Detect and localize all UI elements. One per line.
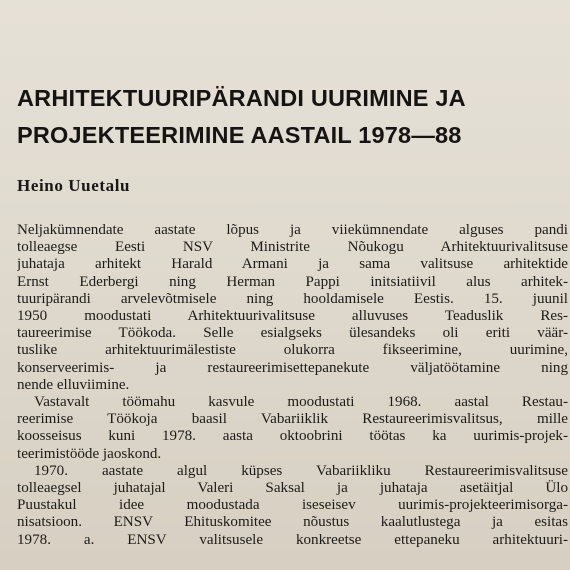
title-line: PROJEKTEERIMINE AASTAIL 1978—88 (17, 122, 462, 148)
body-line: taureerimise Töökoda. Selle esialgseks ülesandeks oli eriti väär- (17, 325, 568, 342)
body-line: 1970. aastate algul küpses Vabariikliku Restaureerimisvalitsuse (34, 462, 568, 479)
article-author: Heino Uuetalu (17, 176, 131, 195)
reverse-side-bleed-through (30, 4, 550, 22)
article-title (17, 80, 562, 154)
body-line: teerimistööde jaoskond. (17, 445, 162, 462)
body-line: Vastavalt töömahu kasvule moodustati 1968. aastal Restau- (34, 394, 568, 411)
body-line: nende elluviimine. (17, 376, 130, 393)
body-line: tuslike arhitektuurimälestiste olukorra fikseerimine, uurimine, (17, 342, 568, 359)
body-line: nisatsioon. ENSV Ehituskomitee nõustus kaalutlustega ja esitas (17, 514, 568, 531)
body-line: tuuripärandi arvelevõtmisele ning hooldamisele Eestis. 15. juunil (17, 290, 568, 307)
body-line: Puustakul idee moodustada iseseisev uurimis-projekteerimisorga- (17, 497, 568, 514)
body-line: Neljakümnendate aastate lõpus ja viiekümnendate alguses pandi (17, 222, 568, 238)
body-line: Ernst Ederbergi ning Herman Pappi initsiatiivil alus arhitek- (17, 273, 568, 290)
body-line: juhataja arhitekt Harald Armani ja sama valitsuse arhitektide (17, 256, 568, 273)
body-line: koosseisus kuni 1978. aasta oktoobrini töötas ka uurimis-projek- (17, 428, 568, 445)
body-line: tolleaegse Eesti NSV Ministrite Nõukogu Arhitektuurivalitsuse (17, 239, 568, 256)
body-line: tolleaegsel juhatajal Valeri Saksal ja juhataja asetäitjal Ülo (17, 480, 568, 497)
body-line: reerimise Töökoja baasil Vabariiklik Restaureerimisvalitsus, mille (17, 411, 568, 428)
body-line: konserveerimis- ja restaureerimisettepanekute väljatöötamine ning (17, 359, 568, 376)
body-line: 1950 moodustati Arhitektuurivalitsuse alluvuses Teaduslik Res- (17, 308, 568, 325)
body-line: 1978. a. ENSV valitsusele konkreetse ettepaneku arhitektuuri- (17, 531, 568, 548)
title-line: ARHITEKTUURIPÄRANDI UURIMINE JA (17, 85, 466, 111)
article-body (17, 222, 568, 549)
